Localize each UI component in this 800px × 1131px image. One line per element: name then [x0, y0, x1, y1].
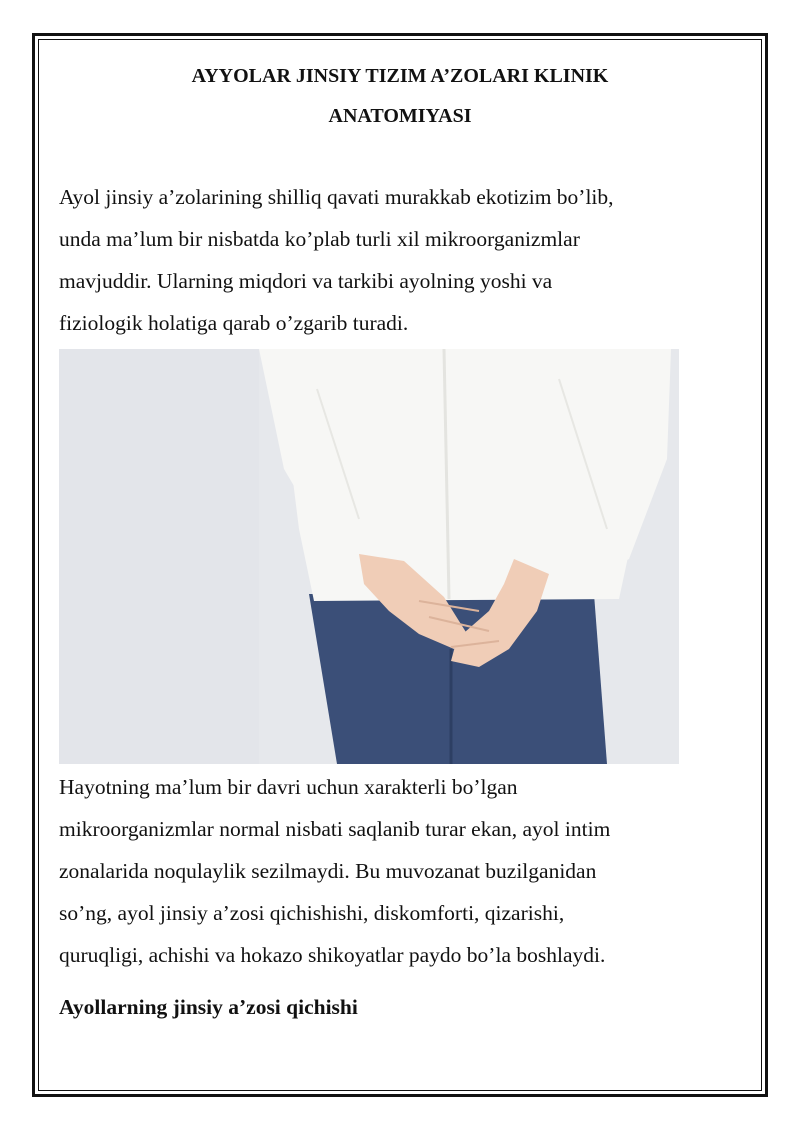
paragraph-line: zonalarida noqulaylik sezilmaydi. Bu muvozanat buzilganidan	[59, 859, 597, 883]
title-line-2: ANATOMIYASI	[328, 105, 472, 127]
paragraph-line: so’ng, ayol jinsiy a’zosi qichishishi, diskomforti, qizarishi,	[59, 901, 565, 925]
document-title	[60, 56, 740, 136]
photo-illustration	[59, 349, 679, 764]
paragraph-line: Hayotning ma’lum bir davri uchun xarakterli bo’lgan	[59, 775, 518, 799]
paragraph-line: mikroorganizmlar normal nisbati saqlanib turar ekan, ayol intim	[59, 817, 611, 841]
title-line-1: AYYOLAR JINSIY TIZIM A’ZOLARI KLINIK	[191, 65, 609, 87]
paragraph-line: fiziologik holatiga qarab o’zgarib turadi.	[59, 311, 409, 335]
section-heading: Ayollarning jinsiy a’zosi qichishi	[59, 995, 358, 1019]
woman-hands-photo	[59, 349, 679, 764]
paragraph-line: unda ma’lum bir nisbatda ko’plab turli xil mikroorganizmlar	[59, 227, 580, 251]
paragraph-line: quruqligi, achishi va hokazo shikoyatlar paydo bo’la boshlaydi.	[59, 943, 606, 967]
paragraph-line: Ayol jinsiy a’zolarining shilliq qavati murakkab ekotizim bo’lib,	[59, 185, 614, 209]
paragraph-line: mavjuddir. Ularning miqdori va tarkibi ayolning yoshi va	[59, 269, 553, 293]
intro-paragraph	[59, 176, 699, 344]
photo-shadow	[59, 349, 259, 764]
body-paragraph	[59, 766, 699, 976]
